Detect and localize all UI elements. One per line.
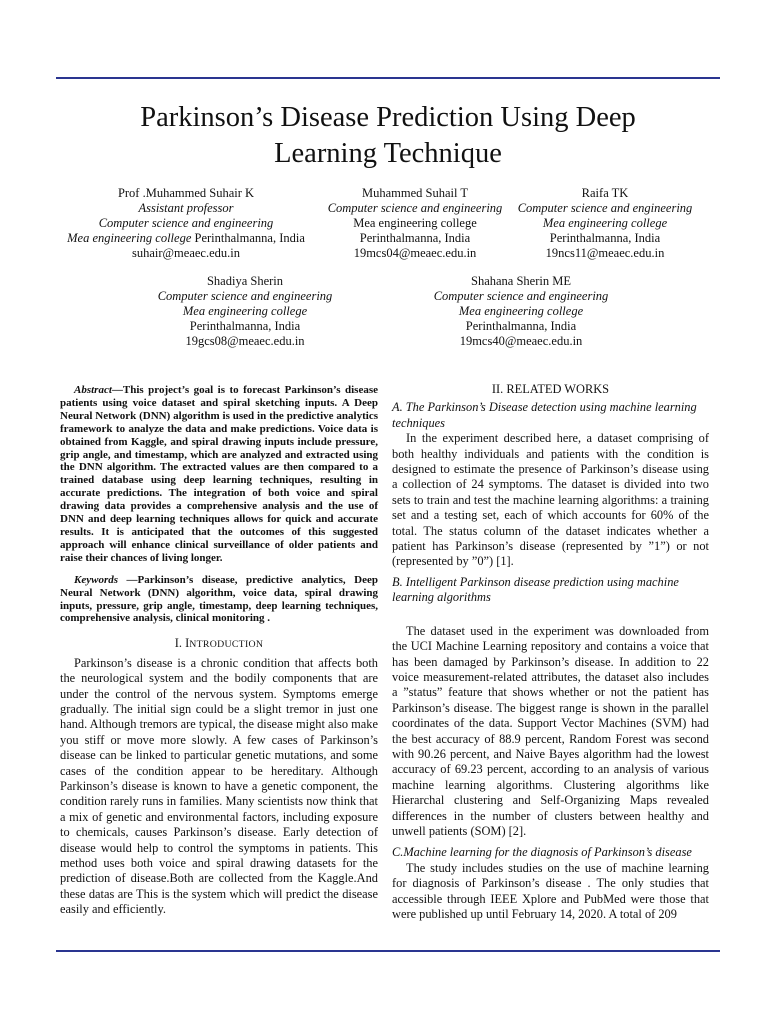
author-block-3 bbox=[500, 186, 710, 261]
title-line-1: Parkinson’s Disease Prediction Using Deep bbox=[140, 102, 636, 133]
section-heading-related-works: II. RELATED WORKS bbox=[491, 382, 610, 396]
author-email: suhair@meaec.edu.in bbox=[132, 246, 240, 260]
author-college: Mea engineering college bbox=[353, 216, 477, 230]
author-affiliation bbox=[56, 231, 316, 246]
abstract-label: Abstract bbox=[74, 384, 112, 396]
subsection-c-heading: C.Machine learning for the diagnosis of Parkinson’s disease bbox=[392, 845, 692, 860]
author-email: 19mcs04@meaec.edu.in bbox=[353, 246, 477, 260]
author-block-2 bbox=[310, 186, 520, 261]
author-name: Raifa TK bbox=[581, 186, 629, 200]
keywords-text: —Parkinson’s disease, predictive analytics, Deep Neural Network (DNN) algorithm, voice data, spiral drawing inputs, pressure, grip angle, timestamp, deep learning techniques, comprehensive analysis, clinical monitoring . bbox=[60, 573, 378, 625]
left-column bbox=[60, 384, 378, 918]
subsection-a-heading: A. The Parkinson’s Disease detection using machine learning techniques bbox=[392, 400, 697, 430]
author-role: Assistant professor bbox=[138, 201, 234, 215]
author-place: Perinthalmanna, India bbox=[189, 319, 301, 333]
section-title-rest: NTRODUCTION bbox=[189, 639, 264, 651]
author-college: Mea engineering college bbox=[67, 231, 192, 245]
keywords-label: Keywords bbox=[74, 573, 118, 586]
section-title-first: I bbox=[185, 636, 190, 651]
bottom-rule bbox=[56, 950, 720, 952]
subsection-a-text: In the experiment described here, a dataset comprising of both healthy individuals and patients with the condition is designed to estimate the presence of Parkinson’s disease using a collection of 24 symptoms. The dataset is divided into two sets to train and test the machine learning algorithms: a training set and a testing set, each of which accounts for 60% of the total. The status column of the dataset indicates whether a patient has Parkinson’s disease (represented by ”1”) or not (represented by ”0”) [1]. bbox=[392, 431, 709, 569]
author-college: Mea engineering college bbox=[458, 304, 584, 318]
author-name: Shadiya Sherin bbox=[206, 274, 284, 288]
author-block-1 bbox=[56, 186, 316, 261]
author-college: Mea engineering college bbox=[182, 304, 308, 318]
section-number: I. bbox=[174, 636, 186, 651]
author-block-5 bbox=[416, 274, 626, 349]
subsection-b-text: The dataset used in the experiment was downloaded from the UCI Machine Learning repository and contains a voice that has been damaged by Parkinson’s disease. In addition to 22 voice measurement-related attributes, the dataset also includes a ”status” feature that shows whether or not the patient has Parkinson’s disease. The biggest range is shown in the parallel coordinates of the data. Support Vector Machines (SVM) had the best accuracy of 88.9 percent, Random Forest was second with 90.26 percent, and Naive Bayes algorithm had the lowest accuracy of 69.23 percent, according to an analysis of various machine learning algorithms. Clustering algorithms like Hierarchal clustering and Self-Organizing Maps revealed differences in the number of clusters between healthy and unwell patients (SOM) [2]. bbox=[392, 623, 709, 838]
author-place: Perinthalmanna, India bbox=[359, 231, 471, 245]
author-place: Perinthalmanna, India bbox=[191, 231, 305, 245]
title-line-2: Learning Technique bbox=[274, 138, 502, 169]
author-name: Shahana Sherin ME bbox=[471, 274, 571, 288]
section-heading-introduction bbox=[60, 636, 378, 652]
author-dept: Computer science and engineering bbox=[517, 201, 693, 215]
author-dept: Computer science and engineering bbox=[433, 289, 609, 303]
subsection-c-text: The study includes studies on the use of machine learning for diagnosis of Parkinson’s disease . The only studies that accessible through IEEE Xplore and PubMed were those that were published up until February 14, 2020. A total of 209 bbox=[392, 860, 709, 921]
author-email: 19ncs11@meaec.edu.in bbox=[545, 246, 665, 260]
author-email: 19gcs08@meaec.edu.in bbox=[185, 334, 305, 348]
subsection-b-heading: B. Intelligent Parkinson disease prediction using machine learning algorithms bbox=[392, 574, 679, 605]
abstract bbox=[60, 384, 378, 565]
author-name: Prof .Muhammed Suhair K bbox=[117, 186, 255, 200]
abstract-text: —This project’s goal is to forecast Parkinson’s disease patients using voice dataset and spiral sketching inputs. A Deep Neural Network (DNN) algorithm is used in the predictive analytics framework to analyze the data and make predictions. Voice data is obtained from Kaggle, and spiral drawing inputs include pressure, grip angle, and timestamp, which are analyzed and extracted using the DNN algorithm. The extracted values are then compared to a trained database using deep learning techniques, resulting in accurate predictions. The integration of both voice and spiral drawing data provides a comprehensive analysis and the use of DNN and deep learning techniques allows for quick and accurate results. It is anticipated that the outcomes of this suggested approach will enhance clinical surveillance of older patients and raise their chances of living longer. bbox=[60, 384, 378, 564]
author-block-4 bbox=[140, 274, 350, 349]
keywords bbox=[60, 574, 378, 626]
author-place: Perinthalmanna, India bbox=[549, 231, 661, 245]
author-dept: Computer science and engineering bbox=[327, 201, 503, 215]
author-email: 19mcs40@meaec.edu.in bbox=[459, 334, 583, 348]
paper-title bbox=[56, 100, 720, 172]
author-college: Mea engineering college bbox=[542, 216, 668, 230]
author-place: Perinthalmanna, India bbox=[465, 319, 577, 333]
author-dept: Computer science and engineering bbox=[157, 289, 333, 303]
author-name: Muhammed Suhail T bbox=[361, 186, 468, 200]
author-dept: Computer science and engineering bbox=[98, 216, 274, 230]
right-column bbox=[392, 375, 709, 922]
top-rule bbox=[56, 77, 720, 79]
introduction-text: Parkinson’s disease is a chronic condition that affects both the neurological system and the bodily components that are under the control of the nervous system. Symptoms emerge gradually. The initial sign could be a slight tremor in just one hand. Although tremors are typical, the disease might also make you stiff or move more slowly. A few cases of Parkinson’s disease can be linked to particular genetic mutations, and some cases of the condition appear to be hereditary. Although Parkinson’s disease is known to have a genetic component, the condition rarely runs in families. Many scientists now think that a mix of genetic and environmental factors, including exposure to chemicals, causes Parkinson’s disease. Early detection of disease would help to control the symptoms in patients. This method uses both voice and spiral drawing datasets for the prediction of disease.Both are collected from the Kaggle.And these datas are This is the system which will predict the disease easily and efficiently. bbox=[60, 655, 378, 917]
